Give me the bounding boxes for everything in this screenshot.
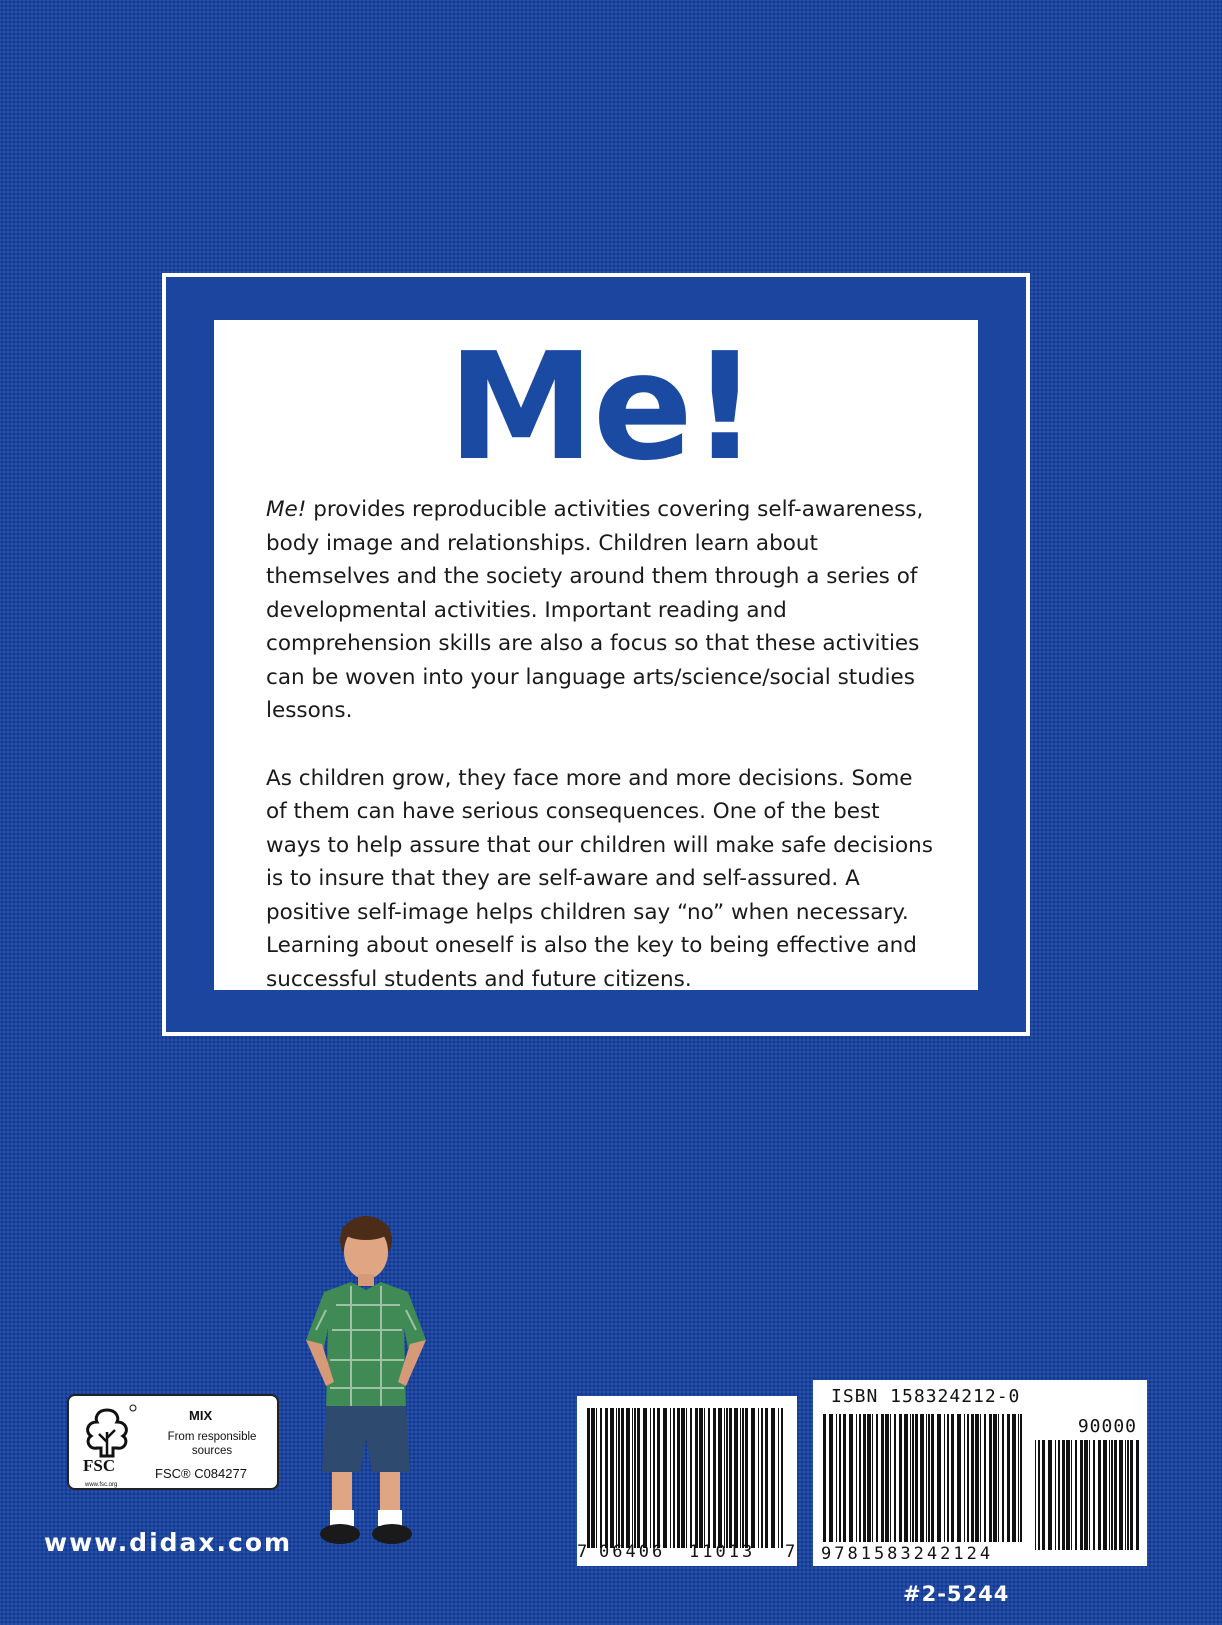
barcode-bar xyxy=(1084,1440,1088,1550)
barcode-bar xyxy=(849,1414,853,1542)
price-bars xyxy=(1035,1440,1139,1550)
barcode-bar xyxy=(944,1414,945,1542)
barcode-bar xyxy=(926,1414,927,1542)
barcode-bar xyxy=(778,1408,779,1548)
book-title: Me! xyxy=(447,321,757,493)
barcode-bar xyxy=(605,1408,608,1548)
barcode-bar xyxy=(650,1408,651,1548)
fsc-url: www.fsc.org xyxy=(85,1482,118,1488)
barcode-bar xyxy=(765,1408,768,1548)
fsc-logo-text: FSC xyxy=(83,1456,116,1475)
barcode-bar xyxy=(937,1414,941,1542)
barcode-bar xyxy=(904,1414,908,1542)
barcode-bar xyxy=(690,1408,692,1548)
barcode-bar xyxy=(704,1408,705,1548)
barcode-bar xyxy=(823,1414,826,1542)
barcode-bar xyxy=(1038,1440,1040,1550)
barcode-bar xyxy=(1035,1440,1036,1550)
barcode-bar xyxy=(758,1408,759,1548)
barcode-bar xyxy=(947,1414,949,1542)
barcode-bar xyxy=(626,1408,630,1548)
barcode-bar xyxy=(621,1408,624,1548)
barcode-bar xyxy=(653,1408,655,1548)
barcode-bar xyxy=(761,1408,763,1548)
fsc-mix: MIX xyxy=(189,1408,213,1423)
price-code: 90000 xyxy=(1077,1416,1137,1437)
barcode-bar xyxy=(971,1414,974,1542)
barcode-bar xyxy=(637,1408,640,1548)
description-panel-frame xyxy=(162,273,1030,1036)
barcode-bar xyxy=(781,1408,783,1548)
barcode-bar xyxy=(718,1408,722,1548)
barcode-bar xyxy=(670,1408,671,1548)
barcode-bar xyxy=(1109,1440,1110,1550)
barcode-bar xyxy=(967,1414,969,1542)
barcode-bar xyxy=(928,1414,930,1542)
barcode-bar xyxy=(1018,1414,1019,1542)
barcode-bar xyxy=(957,1414,961,1542)
description-paragraph-2: As children grow, they face more and more decisions. Some of them can have serious consequences. One of the best ways to help assure that our children will make safe decisions is to insure that they are self-aware and self-assured. A positive self-image helps children say “no” when necessary. Learning about oneself is also the key to being effective and successful students and future citizens. xyxy=(266,765,933,992)
barcode-bar xyxy=(751,1408,755,1548)
barcode-bar xyxy=(740,1408,741,1548)
barcode-bar xyxy=(1007,1414,1010,1542)
barcode-bar xyxy=(856,1414,857,1542)
barcode-bar xyxy=(673,1408,675,1548)
barcode-bar xyxy=(1103,1440,1107,1550)
barcode-bar xyxy=(708,1408,710,1548)
barcode-bar xyxy=(1042,1440,1045,1550)
barcode-bar xyxy=(686,1408,687,1548)
barcode-bar xyxy=(616,1408,617,1548)
barcode-bar xyxy=(1048,1440,1052,1550)
barcode-bar xyxy=(1125,1440,1126,1550)
barcode-bar xyxy=(1066,1440,1070,1550)
barcode-bar xyxy=(1093,1440,1095,1550)
barcode-bar xyxy=(1071,1440,1072,1550)
barcode-bar xyxy=(998,1414,999,1542)
barcode-bar xyxy=(724,1408,725,1548)
upc-barcode xyxy=(577,1396,797,1566)
paragraph-1-text: provides reproducible activities covering self-awareness, body image and relationships. Children learn about themselves and the society around them through a series of developmental activities. Important reading and comprehension skills are also a focus so that these activities can be woven into your language arts/science/social studies lessons. xyxy=(266,497,924,723)
barcode-bar xyxy=(993,1414,997,1542)
barcode-bar xyxy=(1136,1440,1139,1550)
fsc-label xyxy=(67,1394,279,1490)
barcode-bar xyxy=(867,1414,871,1542)
description-paragraph-1 xyxy=(266,493,938,728)
barcode-bar xyxy=(1020,1414,1022,1542)
barcode-bar xyxy=(951,1414,954,1542)
barcode-bar xyxy=(742,1408,744,1548)
barcode-bar xyxy=(964,1414,965,1542)
barcode-bar xyxy=(836,1414,837,1542)
isbn-bars xyxy=(823,1414,1023,1542)
title-inline: Me! xyxy=(266,497,307,522)
item-number: #2-5244 xyxy=(903,1582,1010,1606)
barcode-bar xyxy=(975,1414,979,1542)
barcode-bar xyxy=(894,1414,896,1542)
barcode-bar xyxy=(829,1414,833,1542)
barcode-bar xyxy=(843,1414,846,1542)
website-url: www.didax.com xyxy=(44,1528,293,1557)
barcode-bar xyxy=(771,1408,775,1548)
barcode-bar xyxy=(610,1408,614,1548)
barcode-bar xyxy=(1002,1414,1004,1542)
upc-digits-b: 11013 xyxy=(689,1542,756,1562)
barcode-bar xyxy=(910,1414,911,1542)
barcode-bar xyxy=(920,1414,924,1542)
barcode-bar xyxy=(1114,1440,1117,1550)
barcode-bar xyxy=(657,1408,660,1548)
barcode-bar xyxy=(885,1414,889,1542)
barcode-bar xyxy=(1111,1440,1113,1550)
barcode-bar xyxy=(591,1408,595,1548)
isbn-text: ISBN 158324212-0 xyxy=(831,1386,1021,1407)
barcode-bar xyxy=(643,1408,647,1548)
barcode-bar xyxy=(989,1414,992,1542)
barcode-bar xyxy=(587,1408,590,1548)
barcode-bar xyxy=(912,1414,914,1542)
isbn-barcode xyxy=(813,1380,1147,1566)
barcode-bar xyxy=(1119,1440,1123,1550)
barcode-bar xyxy=(618,1408,620,1548)
barcode-bar xyxy=(1130,1440,1133,1550)
barcode-bar xyxy=(980,1414,981,1542)
upc-digits-a: 06406 xyxy=(599,1542,666,1562)
barcode-bar xyxy=(699,1408,703,1548)
barcode-bar xyxy=(1127,1440,1129,1550)
barcode-bar xyxy=(1075,1440,1077,1550)
barcode-bar xyxy=(876,1414,878,1542)
barcode-bar xyxy=(881,1414,884,1542)
barcode-bar xyxy=(863,1414,866,1542)
upc-right-digit: 7 xyxy=(785,1542,796,1562)
barcode-bar xyxy=(915,1414,918,1542)
barcode-bar xyxy=(1089,1440,1090,1550)
barcode-bar xyxy=(1098,1440,1101,1550)
barcode-bar xyxy=(681,1408,685,1548)
barcode-bar xyxy=(1012,1414,1016,1542)
barcode-bar xyxy=(1055,1440,1056,1550)
boy-photo xyxy=(296,1210,436,1560)
fsc-source: From responsible sources xyxy=(167,1431,257,1457)
barcode-bar xyxy=(1062,1440,1065,1550)
barcode-bar xyxy=(726,1408,728,1548)
barcode-bar xyxy=(663,1408,667,1548)
barcode-bar xyxy=(1058,1440,1060,1550)
barcode-bar xyxy=(859,1414,861,1542)
upc-bars xyxy=(587,1408,787,1548)
barcode-bar xyxy=(600,1408,602,1548)
barcode-bar xyxy=(729,1408,732,1548)
barcode-bar xyxy=(634,1408,636,1548)
barcode-bar xyxy=(745,1408,748,1548)
isbn-digits: 9781583242124 xyxy=(821,1544,994,1564)
barcode-bar xyxy=(596,1408,597,1548)
barcode-bar xyxy=(839,1414,841,1542)
barcode-bar xyxy=(899,1414,902,1542)
barcode-bar xyxy=(677,1408,680,1548)
description-panel xyxy=(214,320,978,990)
barcode-bar xyxy=(632,1408,633,1548)
barcode-bar xyxy=(931,1414,934,1542)
barcode-bar xyxy=(872,1414,873,1542)
barcode-bar xyxy=(734,1408,738,1548)
barcode-bar xyxy=(984,1414,986,1542)
fsc-code: FSC® C084277 xyxy=(155,1466,247,1481)
barcode-bar xyxy=(713,1408,716,1548)
barcode-bar xyxy=(695,1408,698,1548)
barcode-bar xyxy=(1080,1440,1083,1550)
barcode-bar xyxy=(890,1414,891,1542)
upc-left-digit: 7 xyxy=(577,1542,588,1562)
